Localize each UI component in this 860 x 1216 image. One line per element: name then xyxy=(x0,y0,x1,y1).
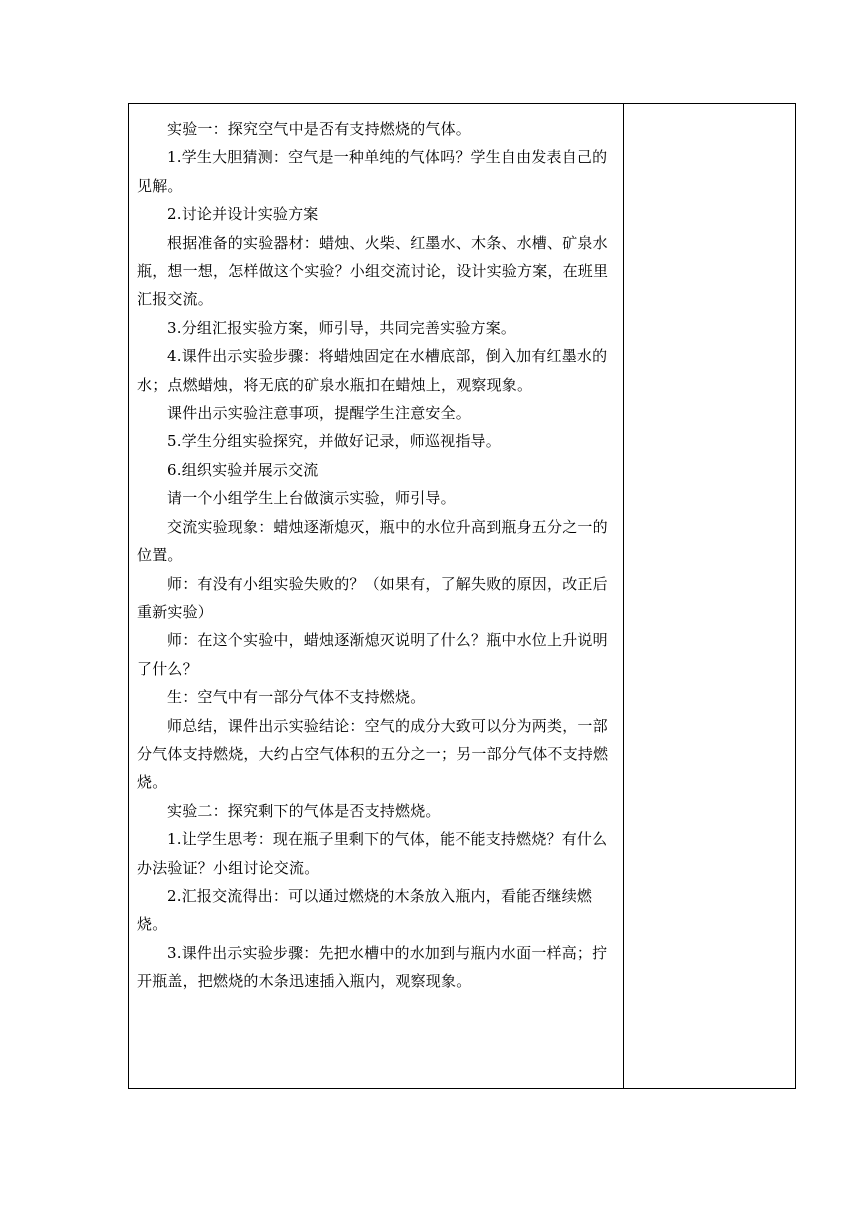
side-note-cell xyxy=(624,104,796,1089)
main-content-cell xyxy=(129,104,624,1089)
paragraph: 生：空气中有一部分气体不支持燃烧。 xyxy=(167,688,426,707)
paragraph: 请一个小组学生上台做演示实验，师引导。 xyxy=(167,489,456,508)
paragraph: 1.让学生思考：现在瓶子里剩下的气体，能不能支持燃烧？有什么办法验证？小组讨论交流。 xyxy=(137,830,608,877)
paragraph: 师：有没有小组实验失败的？（如果有，了解失败的原因，改正后重新实验） xyxy=(137,574,608,621)
paragraph: 师总结，课件出示实验结论：空气的成分大致可以分为两类，一部分气体支持燃烧，大约占空气体积的五分之一；另一部分气体不支持燃烧。 xyxy=(137,716,609,792)
paragraph: 2.讨论并设计实验方案 xyxy=(167,205,319,224)
paragraph: 根据准备的实验器材：蜡烛、火柴、红墨水、木条、水槽、矿泉水瓶，想一想，怎样做这个实验？小组交流讨论，设计实验方案，在班里汇报交流。 xyxy=(137,233,609,309)
paragraph: 3.分组汇报实验方案，师引导，共同完善实验方案。 xyxy=(167,318,517,337)
paragraph: 4.课件出示实验步骤：将蜡烛固定在水槽底部，倒入加有红墨水的水；点燃蜡烛，将无底的矿泉水瓶扣在蜡烛上，观察现象。 xyxy=(137,347,608,394)
paragraph: 实验二：探究剩下的气体是否支持燃烧。 xyxy=(167,801,441,820)
paragraph: 5.学生分组实验探究，并做好记录，师巡视指导。 xyxy=(167,432,501,451)
paragraph: 6.组织实验并展示交流 xyxy=(167,460,319,479)
paragraph: 交流实验现象：蜡烛逐渐熄灭，瓶中的水位升高到瓶身五分之一的位置。 xyxy=(137,517,608,565)
paragraph-list xyxy=(129,104,623,996)
paragraph: 1.学生大胆猜测：空气是一种单纯的气体吗？学生自由发表自己的见解。 xyxy=(137,148,608,195)
paragraph: 2.汇报交流得出：可以通过燃烧的木条放入瓶内，看能否继续燃烧。 xyxy=(137,886,593,934)
lesson-table xyxy=(128,103,796,1089)
table-row xyxy=(129,104,796,1089)
paragraph: 实验一：探究空气中是否有支持燃烧的气体。 xyxy=(167,120,472,138)
paragraph: 师：在这个实验中，蜡烛逐渐熄灭说明了什么？瓶中水位上升说明了什么？ xyxy=(137,631,608,678)
paragraph: 3.课件出示实验步骤：先把水槽中的水加到与瓶内水面一样高；拧开瓶盖，把燃烧的木条迅速插入瓶内，观察现象。 xyxy=(137,943,608,991)
paragraph: 课件出示实验注意事项，提醒学生注意安全。 xyxy=(167,404,472,423)
